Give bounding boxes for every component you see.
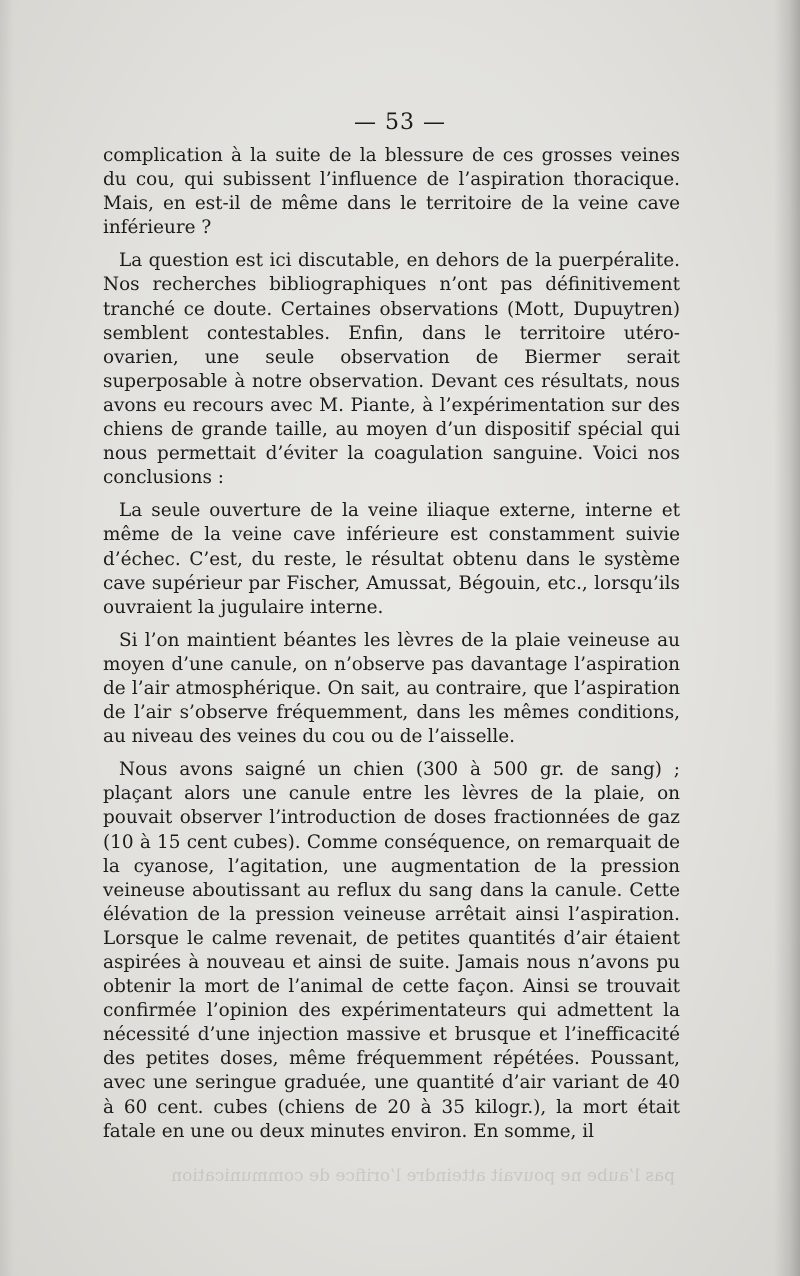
paragraph-3: La seule ouverture de la veine iliaque externe, interne et même de la veine cave inférieure est constamment suivie d’échec. C’est, du reste, le résultat obtenu dans le système cave supérieur par Fischer, Amussat, Bégouin, etc., lorsqu’ils ouvraient la jugulaire interne. [103, 500, 680, 618]
paragraph-4: Si l’on maintient béantes les lèvres de la plaie veineuse au moyen d’une canule, on n’observe pas davantage l’aspiration de l’air atmosphérique. On sait, au contraire, que l’aspiration de l’air s’observe fréquemment, dans les mêmes conditions, au niveau des veines du cou ou de l’aisselle. [103, 629, 680, 748]
page-edge-shadow [0, 0, 14, 1276]
body-text [103, 144, 680, 1144]
binding-shadow [774, 0, 800, 1276]
show-through-text: pas l’aube ne pouvait atteindre l’orifice de communication [171, 1166, 675, 1186]
paragraph-5: Nous avons saigné un chien (300 à 500 gr. de sang) ; plaçant alors une canule entre les lèvres de la plaie, on pouvait observer l’introduction de doses fractionnées de gaz (10 à 15 cent cubes). Comme conséquence, on remarquait de la cyanose, l’agitation, une augmentation de la pression veineuse aboutissant au reflux du sang dans la canule. Cette élévation de la pression veineuse arrêtait ainsi l’aspiration. Lorsque le calme revenait, de petites quantités d’air étaient aspirées à nouveau et ainsi de suite. Jamais nous n’avons pu obtenir la mort de l’animal de cette façon. Ainsi se trouvait confirmée l’opinion des expérimentateurs qui admettent la nécessité d’une injection massive et brusque et l’inefficacité des petites doses, même fréquemment répétées. Poussant, avec une seringue graduée, une quantité d’air variant de 40 à 60 cent. cubes (chiens de 20 à 35 kilogr.), la mort était fatale en une ou deux minutes environ. En somme, il [103, 759, 680, 1142]
paragraph-2: La question est ici discutable, en dehors de la puerpéralite. Nos recherches bibliographiques n’ont pas définitivement tranché ce doute. Certaines observations (Mott, Dupuytren) semblent contestables. Enfin, dans le territoire utéro-ovarien, une seule observation de Biermer serait superposable à notre observation. Devant ces résultats, nous avons eu recours avec M. Piante, à l’expérimentation sur des chiens de grande taille, au moyen d’un dispositif spécial qui nous permettait d’éviter la coagulation sanguine. Voici nos conclusions : [103, 250, 680, 489]
page-number: — 53 — [354, 110, 446, 135]
paragraph-1: complication à la suite de la blessure de ces grosses veines du cou, qui subissent l’influence de l’aspiration thoracique. Mais, en est-il de même dans le territoire de la veine cave inférieure ? [103, 145, 680, 239]
